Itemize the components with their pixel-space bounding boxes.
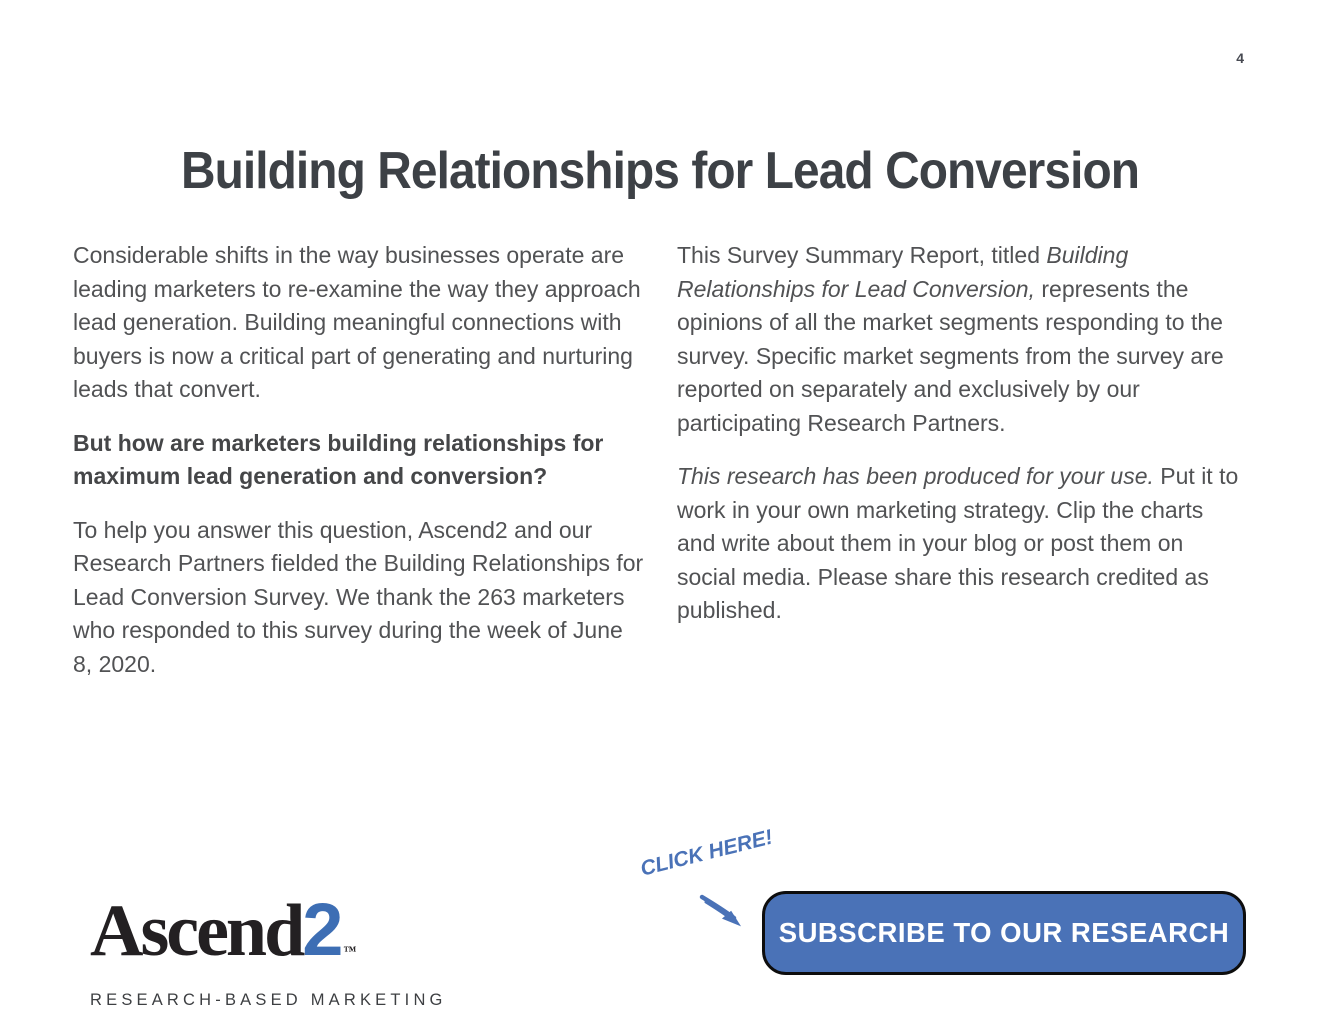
question-paragraph: But how are marketers building relationships for maximum lead generation and conversion?	[73, 429, 604, 489]
page-number: 4	[1236, 50, 1244, 66]
subscribe-button[interactable]: SUBSCRIBE TO OUR RESEARCH	[762, 891, 1246, 975]
report-title-italic: Building Relationships for Lead Conversion,	[677, 242, 1129, 302]
click-here-annotation: CLICK HERE!	[638, 825, 775, 881]
intro-paragraph: Considerable shifts in the way businesses operate are leading marketers to re-examine the way they approach lead generation. Building meaningful connections with buyers is now a critical part of generating and nurturing leads that convert.	[73, 242, 641, 402]
usage-italic: This research has been produced for your use.	[677, 463, 1154, 489]
ascend2-logo-number: 2	[302, 888, 344, 971]
right-column	[677, 239, 1243, 648]
hand-drawn-arrow-icon	[696, 889, 754, 939]
page-title: Building Relationships for Lead Conversion	[180, 142, 1140, 200]
ascend2-logo-tagline: RESEARCH-BASED MARKETING	[90, 991, 447, 1009]
ascend2-logo	[90, 888, 447, 1009]
ascend2-logo-wordmark: Ascend2™	[90, 888, 357, 972]
usage-paragraph: This research has been produced for your use. Put it to work in your own marketing strategy. Clip the charts and write about them in your blog or post them on social media. Please share this research credited as published.	[677, 463, 1239, 623]
report-description-paragraph: This Survey Summary Report, titled Building Relationships for Lead Conversion, represents the opinions of all the market segments responding to the survey. Specific market segments from the survey are reported on separately and exclusively by our participating Research Partners.	[677, 242, 1224, 436]
left-column	[73, 239, 645, 701]
survey-details-paragraph: To help you answer this question, Ascend2 and our Research Partners fielded the Building Relationships for Lead Conversion Survey. We thank the 263 marketers who responded to this survey during the week of June 8, 2020.	[73, 516, 644, 677]
trademark-symbol: ™	[343, 943, 357, 958]
